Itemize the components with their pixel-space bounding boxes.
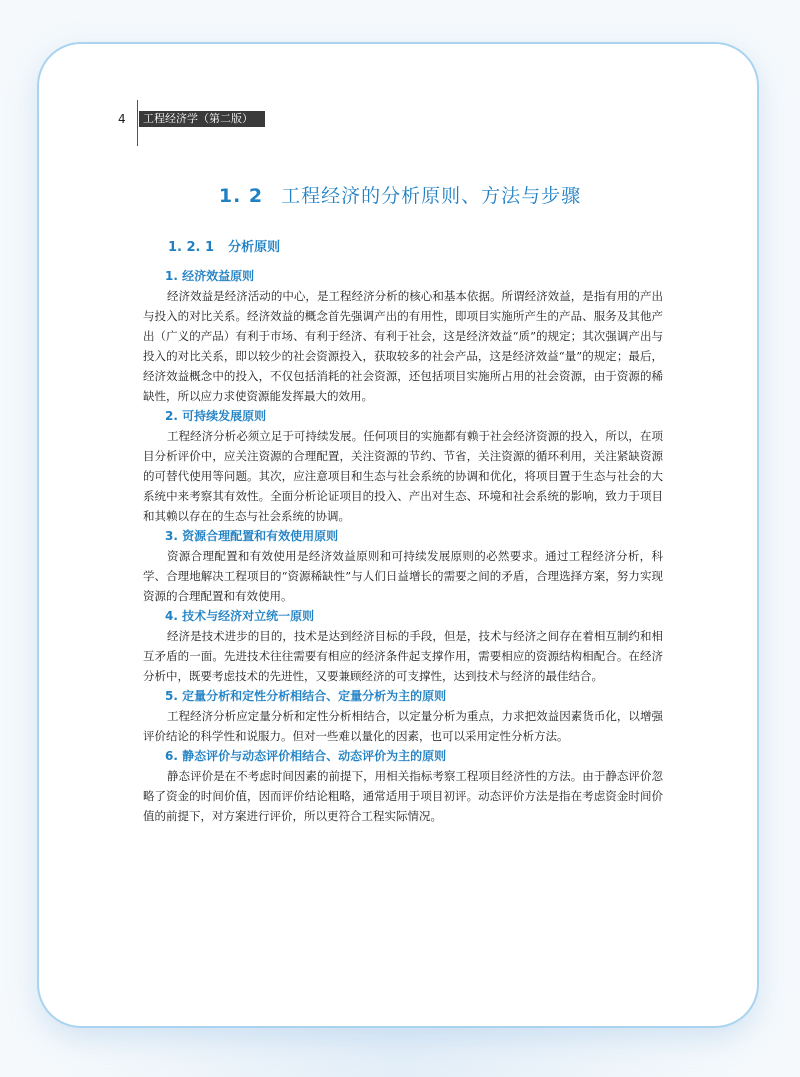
principle-body: 工程经济分析必须立足于可持续发展。任何项目的实施都有赖于社会经济资源的投入，所以，在项目分析评价中，应关注资源的合理配置，关注资源的节约、节省，关注资源的循环利用，关注紧缺资源的可替代使用等问题。其次，应注意项目和生态与社会系统的协调和优化，将项目置于生态与社会的大系统中来考察其有效性。全面分析论证项目的投入、产出对生态、环境和社会系统的影响，致力于项目和其赖以存在的生态与社会系统的协调。 (143, 429, 663, 523)
principle-heading: 5. 定量分析和定性分析相结合、定量分析为主的原则 (165, 689, 447, 703)
header-divider (137, 100, 138, 146)
subsection-number: 1. 2. 1 (168, 240, 215, 255)
principles-content (143, 266, 663, 826)
section-number: 1. 2 (218, 185, 264, 207)
book-title-banner: 工程经济学（第二版） (139, 111, 265, 127)
section-heading (0, 181, 800, 208)
subsection-heading (168, 236, 280, 255)
principle-item (143, 686, 663, 746)
principle-heading: 4. 技术与经济对立统一原则 (165, 609, 315, 623)
principle-body: 经济效益是经济活动的中心，是工程经济分析的核心和基本依据。所谓经济效益，是指有用的产出与投入的对比关系。经济效益的概念首先强调产出的有用性，即项目实施所产生的产品、服务及其他产出（广义的产品）有利于市场、有利于经济、有利于社会，这是经济效益“质”的规定；其次强调产出与投入的对比关系，即以较少的社会资源投入，获取较多的社会产品，这是经济效益“量”的规定；最后，经济效益概念中的投入，不仅包括消耗的社会资源，还包括项目实施所占用的社会资源，由于资源的稀缺性，所以应力求使资源能发挥最大的效用。 (143, 289, 663, 403)
principle-item (143, 526, 663, 606)
subsection-title: 分析原则 (228, 240, 281, 255)
principle-heading: 1. 经济效益原则 (165, 269, 255, 283)
principle-item (143, 266, 663, 406)
principle-heading: 2. 可持续发展原则 (165, 409, 267, 423)
principle-item (143, 606, 663, 686)
principle-heading: 6. 静态评价与动态评价相结合、动态评价为主的原则 (165, 749, 447, 763)
page-number: 4 (118, 112, 126, 126)
page-header (118, 111, 138, 127)
principle-heading: 3. 资源合理配置和有效使用原则 (165, 529, 339, 543)
principle-body: 静态评价是在不考虑时间因素的前提下，用相关指标考察工程项目经济性的方法。由于静态评价忽略了资金的时间价值，因而评价结论粗略，通常适用于项目初评。动态评价方法是指在考虑资金时间价值的前提下，对方案进行评价，所以更符合工程实际情况。 (143, 769, 663, 823)
principle-body: 资源合理配置和有效使用是经济效益原则和可持续发展原则的必然要求。通过工程经济分析，科学、合理地解决工程项目的“资源稀缺性”与人们日益增长的需要之间的矛盾，合理选择方案，努力实现资源的合理配置和有效使用。 (143, 549, 663, 603)
principle-body: 工程经济分析应定量分析和定性分析相结合，以定量分析为重点，力求把效益因素货币化，以增强评价结论的科学性和说服力。但对一些难以量化的因素，也可以采用定性分析方法。 (143, 709, 663, 743)
section-title: 工程经济的分析原则、方法与步骤 (281, 185, 582, 207)
principle-item (143, 406, 663, 526)
principle-body: 经济是技术进步的目的，技术是达到经济目标的手段，但是，技术与经济之间存在着相互制约和相互矛盾的一面。先进技术往往需要有相应的经济条件起支撑作用，需要相应的资源结构相配合。在经济分析中，既要考虑技术的先进性，又要兼顾经济的可支撑性，达到技术与经济的最佳结合。 (143, 629, 663, 683)
principle-item (143, 746, 663, 826)
